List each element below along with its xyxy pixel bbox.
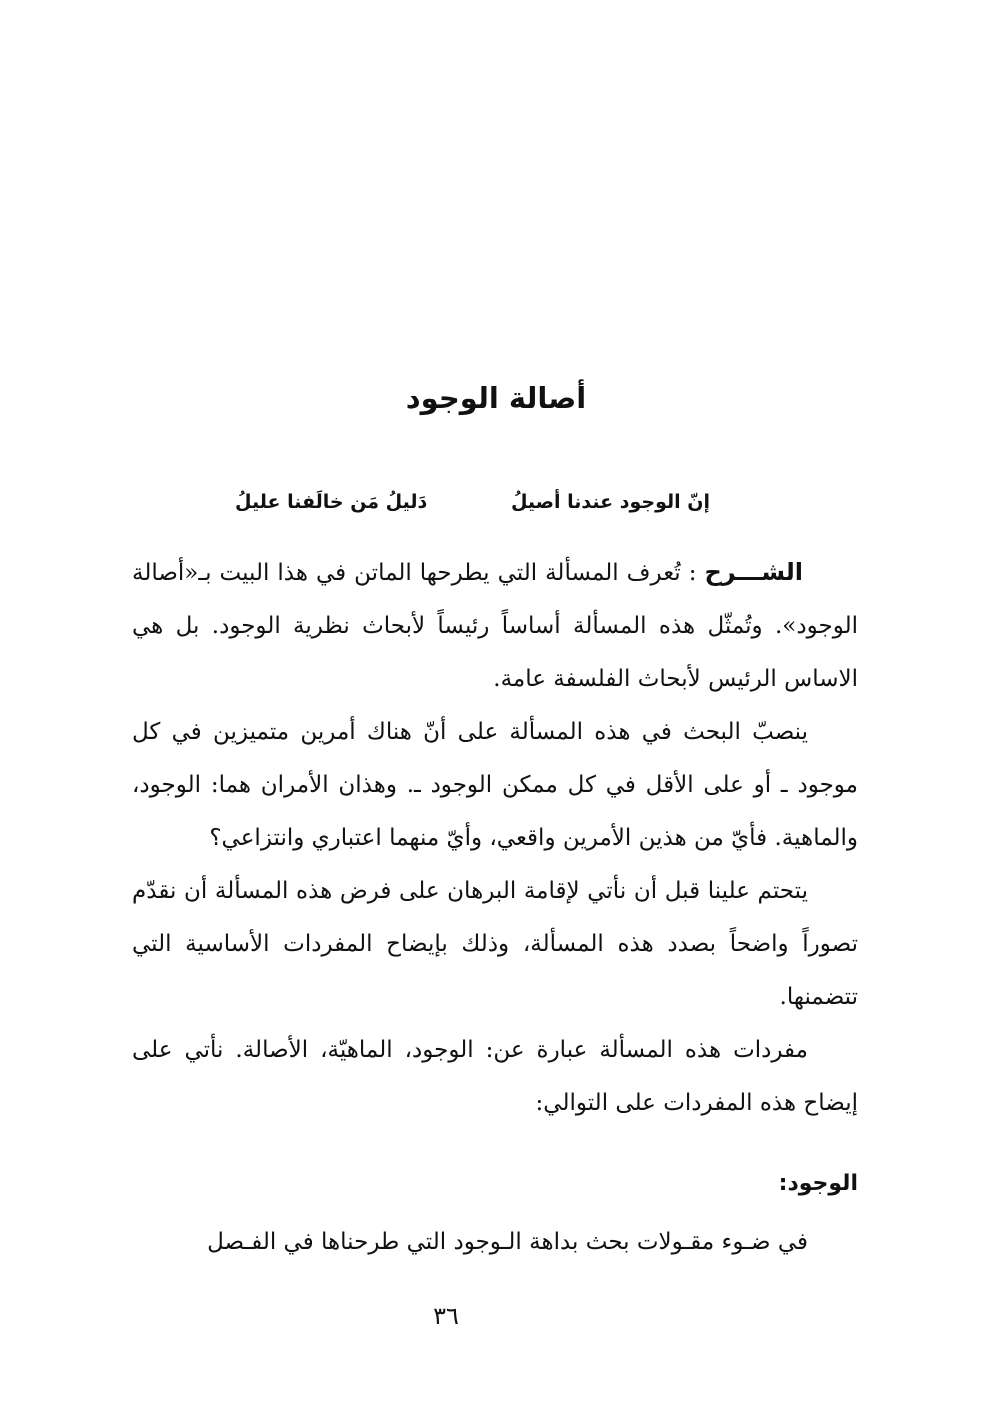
paragraph-text: : تُعرف المسألة التي يطرحها الماتن في هذا البيت بـ«أصالة الوجود». وتُمثّل هذه المسألة أساساً رئيساً لأبحاث نظرية الوجود. بل هي الاساس الرئيس لأبحاث الفلسفة عامة. xyxy=(132,560,858,692)
paragraph: مفردات هذه المسألة عبارة عن: الوجود، الماهيّة، الأصالة. نأتي على إيضاح هذه المفردات على التوالي: xyxy=(132,1037,858,1116)
section-first-line: في ضـوء مقـولات بحث بداهة الـوجود التي طرحناها في الفـصل xyxy=(207,1229,808,1255)
page-number: ٣٦ xyxy=(433,1302,459,1330)
body-text xyxy=(132,546,858,1130)
page-title: أصالة الوجود xyxy=(405,381,587,415)
commentary-lead-term: الشـــرح xyxy=(704,558,803,586)
section-heading: الوجود: xyxy=(778,1171,858,1196)
paragraph: يتحتم علينا قبل أن نأتي لإقامة البرهان على فرض هذه المسألة أن نقدّم تصوراً واضحاً بصدد هذه المسألة، وذلك بإيضاح المفردات الأساسية التي تتضمنها. xyxy=(132,878,858,1010)
paragraph-commentary xyxy=(132,546,858,706)
verse-second-hemistich: دَليلُ مَن خالَفنا عليلُ xyxy=(235,491,428,513)
paragraph: ينصبّ البحث في هذه المسألة على أنّ هناك أمرين متميزين في كل موجود ـ أو على الأقل في كل ممكن الوجود ـ. وهذان الأمران هما: الوجود، والماهية. فأيّ من هذين الأمرين واقعي، وأيّ منهما اعتباري وانتزاعي؟ xyxy=(132,719,858,851)
verse-first-hemistich: إنّ الوجود عندنا أصيلُ xyxy=(510,491,710,513)
verse xyxy=(200,484,710,520)
